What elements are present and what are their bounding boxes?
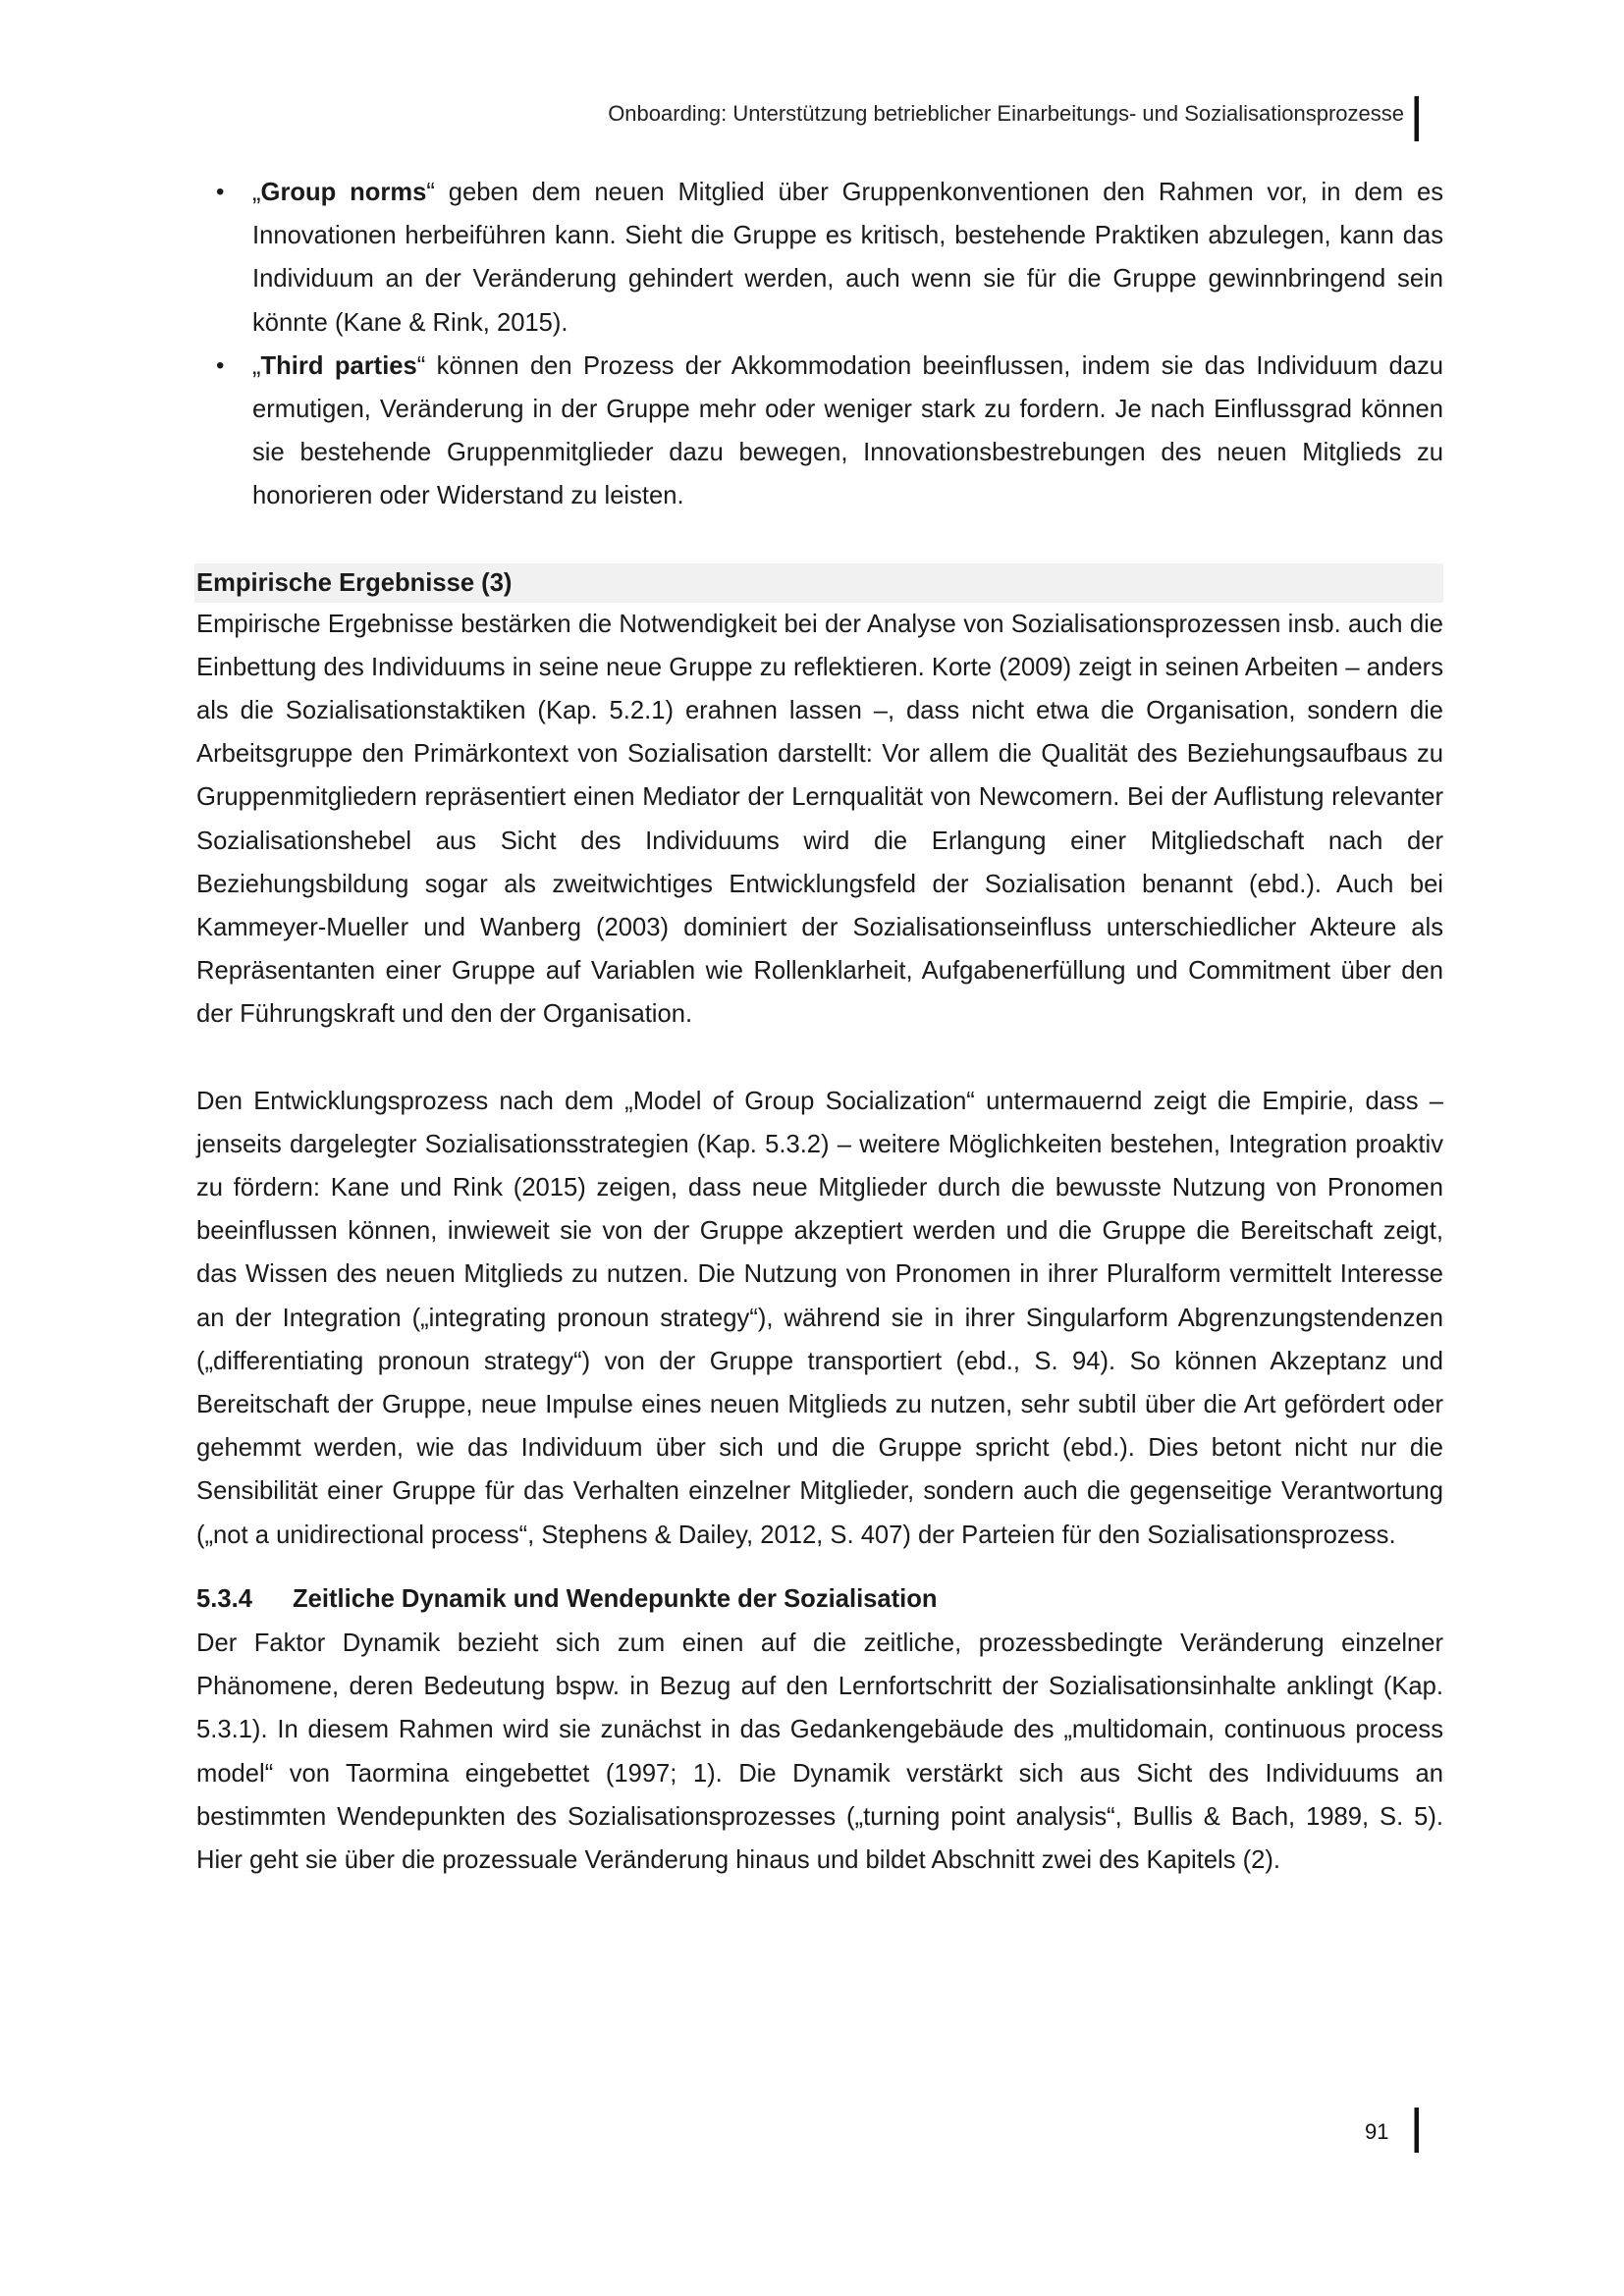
page-number: 91 xyxy=(1365,2119,1389,2144)
running-header: Onboarding: Unterstützung betrieblicher Einarbeitungs- und Sozialisationsprozesse xyxy=(608,101,1404,126)
bullet-term: Third parties xyxy=(260,351,417,380)
subsection-heading xyxy=(196,1576,1443,1622)
open-quote: „ xyxy=(252,351,261,380)
paragraph-empirical-results-1: Empirische Ergebnisse bestärken die Notwendigkeit bei der Analyse von Sozialisationsprozessen insb. auch die Einbettung des Individuums in seine neue Gruppe zu reflektieren. Korte (2009) zeigt in seinen Arbeiten – anders als die Sozialisationstaktiken (Kap. 5.2.1) erahnen lassen –, dass nicht etwa die Organisation, sondern die Arbeitsgruppe den Primärkontext von Sozialisation darstellt: Vor allem die Qualität des Beziehungsaufbaus zu Gruppenmitgliedern repräsentiert einen Mediator der Lernqualität von Newcomern. Bei der Auflistung relevanter Sozialisationshebel aus Sicht des Individuums wird die Erlangung einer Mitgliedschaft nach der Beziehungsbildung sogar als zweitwichtiges Entwicklungsfeld der Sozialisation benannt (ebd.). Auch bei Kammeyer-Mueller und Wanberg (2003) dominiert der Sozialisationseinfluss unterschiedlicher Akteure als Repräsentanten einer Gruppe auf Variablen wie Rollenklarheit, Aufgabenerfüllung und Commitment über den der Führungskraft und den der Organisation. xyxy=(196,610,1443,1029)
subsection-title: Zeitliche Dynamik und Wendepunkte der Sozialisation xyxy=(293,1584,938,1613)
close-quote: “ xyxy=(426,179,435,206)
subsection-number: 5.3.4 xyxy=(196,1584,252,1613)
footer-vertical-rule xyxy=(1414,2108,1419,2153)
paragraph-dynamics: Der Faktor Dynamik bezieht sich zum einen auf die zeitliche, prozessbedingte Veränderung einzelner Phänomene, deren Bedeutung bspw. in Bezug auf den Lernfortschritt der Sozialisationsinhalte anklingt (Kap. 5.3.1). In diesem Rahmen wird sie zunächst in das Gedankengebäude des „multidomain, continuous process model“ von Taormina eingebettet (1997; 1). Die Dynamik verstärkt sich aus Sicht des Individuums an bestimmten Wendepunkten des Sozialisationsprozesses („turning point analysis“, Bullis & Bach, 1989, S. 5). Hier geht sie über die prozessuale Veränderung hinaus und bildet Abschnitt zwei des Kapitels (2). xyxy=(196,1629,1443,1874)
close-quote: “ xyxy=(416,351,426,380)
open-quote: „ xyxy=(252,179,261,206)
page-body xyxy=(196,171,1443,1882)
section-band-heading: Empirische Ergebnisse (3) xyxy=(194,563,1443,603)
bullet-item-group-norms xyxy=(196,171,1443,345)
bullet-icon: • xyxy=(216,179,225,205)
bullet-term: Group norms xyxy=(260,179,427,206)
bullet-icon: • xyxy=(216,351,225,379)
bullet-list xyxy=(196,171,1443,518)
header-vertical-rule xyxy=(1414,96,1419,141)
bullet-text: geben dem neuen Mitglied über Gruppenkonventionen den Rahmen vor, in dem es Innovationen herbeiführen kann. Sieht die Gruppe es kritisch, bestehende Praktiken abzulegen, kann das Individuum an der Veränderung gehindert werden, auch wenn sie für die Gruppe gewinnbringend sein könnte (Kane & Rink, 2015). xyxy=(252,179,1443,337)
paragraph-empirical-results-2: Den Entwicklungsprozess nach dem „Model of Group Socialization“ untermauernd zeigt die Empirie, dass – jenseits dargelegter Sozialisationsstrategien (Kap. 5.3.2) – weitere Möglichkeiten bestehen, Integration proaktiv zu fördern: Kane und Rink (2015) zeigen, dass neue Mitglieder durch die bewusste Nutzung von Pronomen beeinflussen können, inwieweit sie von der Gruppe akzeptiert werden und die Gruppe die Bereitschaft zeigt, das Wissen des neuen Mitglieds zu nutzen. Die Nutzung von Pronomen in ihrer Pluralform vermittelt Interesse an der Integration („integrating pronoun strategy“), während sie in ihrer Singularform Abgrenzungstendenzen („differentiating pronoun strategy“) von der Gruppe transportiert (ebd., S. 94). So können Akzeptanz und Bereitschaft der Gruppe, neue Impulse eines neuen Mitglieds zu nutzen, sehr subtil über die Art gefördert oder gehemmt werden, wie das Individuum über sich und die Gruppe spricht (ebd.). Dies betont nicht nur die Sensibilität einer Gruppe für das Verhalten einzelner Mitglieder, sondern auch die gegenseitige Verantwortung („not a unidirectional process“, Stephens & Dailey, 2012, S. 407) der Parteien für den Sozialisationsprozess. xyxy=(196,1087,1443,1549)
bullet-text: können den Prozess der Akkommodation beeinflussen, indem sie das Individuum dazu ermutigen, Veränderung in der Gruppe mehr oder weniger stark zu fordern. Je nach Einflussgrad können sie bestehende Gruppenmitglieder dazu bewegen, Innovationsbestrebungen des neuen Mitglieds zu honorieren oder Widerstand zu leisten. xyxy=(252,351,1443,510)
bullet-item-third-parties xyxy=(196,345,1443,518)
